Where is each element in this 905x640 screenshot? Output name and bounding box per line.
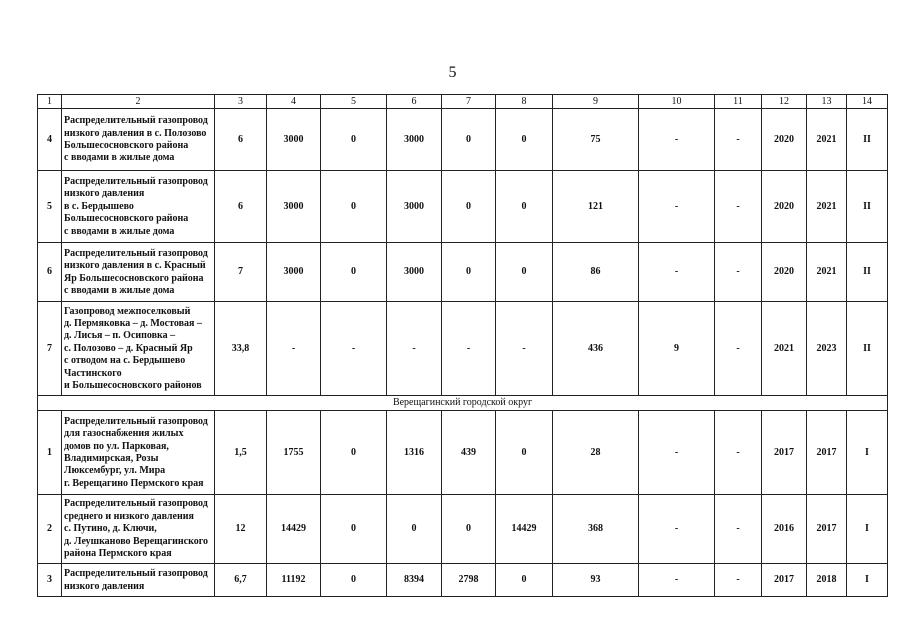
cell-start-year: 2020 xyxy=(762,243,807,302)
cell-row-number: 1 xyxy=(38,411,62,495)
cell-start-year: 2016 xyxy=(762,495,807,564)
cell-col-7: 0 xyxy=(442,495,496,564)
section-row xyxy=(38,396,888,411)
cell-col-10: - xyxy=(639,243,715,302)
header-cell: 10 xyxy=(639,95,715,109)
header-cell: 12 xyxy=(762,95,807,109)
cell-end-year: 2021 xyxy=(807,243,847,302)
cell-end-year: 2021 xyxy=(807,109,847,171)
cell-start-year: 2020 xyxy=(762,171,807,243)
cell-col-4: 3000 xyxy=(267,243,321,302)
header-cell: 2 xyxy=(62,95,215,109)
cell-object-name: Распределительный газопровод низкого давления в с. Бердышево Большесосновского района с вводами в жилые дома xyxy=(62,171,215,243)
cell-col-6: 8394 xyxy=(387,564,442,597)
data-table xyxy=(37,94,888,597)
cell-col-9: 93 xyxy=(553,564,639,597)
table-row xyxy=(38,302,888,396)
cell-end-year: 2017 xyxy=(807,411,847,495)
header-cell: 5 xyxy=(321,95,387,109)
cell-end-year: 2021 xyxy=(807,171,847,243)
cell-col-8: 0 xyxy=(496,109,553,171)
cell-col-11: - xyxy=(715,171,762,243)
table-row xyxy=(38,243,888,302)
header-cell: 14 xyxy=(847,95,888,109)
cell-col-11: - xyxy=(715,495,762,564)
cell-length: 33,8 xyxy=(215,302,267,396)
cell-col-10: - xyxy=(639,171,715,243)
header-cell: 4 xyxy=(267,95,321,109)
table-row xyxy=(38,171,888,243)
cell-category: II xyxy=(847,171,888,243)
cell-length: 1,5 xyxy=(215,411,267,495)
cell-length: 12 xyxy=(215,495,267,564)
cell-col-5: 0 xyxy=(321,564,387,597)
cell-col-5: 0 xyxy=(321,109,387,171)
cell-object-name: Распределительный газопровод для газоснабжения жилых домов по ул. Парковая, Владимирская, Розы Люксембург, ул. Мира г. Верещагино Пермского края xyxy=(62,411,215,495)
cell-col-4: - xyxy=(267,302,321,396)
header-cell: 11 xyxy=(715,95,762,109)
cell-col-11: - xyxy=(715,109,762,171)
cell-col-5: - xyxy=(321,302,387,396)
cell-category: II xyxy=(847,243,888,302)
cell-category: I xyxy=(847,411,888,495)
cell-col-5: 0 xyxy=(321,495,387,564)
cell-end-year: 2023 xyxy=(807,302,847,396)
cell-row-number: 7 xyxy=(38,302,62,396)
header-cell: 8 xyxy=(496,95,553,109)
cell-end-year: 2018 xyxy=(807,564,847,597)
cell-col-10: - xyxy=(639,564,715,597)
cell-length: 6 xyxy=(215,109,267,171)
cell-col-4: 1755 xyxy=(267,411,321,495)
cell-col-5: 0 xyxy=(321,171,387,243)
cell-col-6: 3000 xyxy=(387,243,442,302)
table-row xyxy=(38,564,888,597)
header-cell: 6 xyxy=(387,95,442,109)
cell-start-year: 2017 xyxy=(762,564,807,597)
cell-col-7: 0 xyxy=(442,243,496,302)
cell-col-11: - xyxy=(715,411,762,495)
cell-end-year: 2017 xyxy=(807,495,847,564)
cell-col-4: 11192 xyxy=(267,564,321,597)
header-cell: 7 xyxy=(442,95,496,109)
cell-row-number: 6 xyxy=(38,243,62,302)
page-number: 5 xyxy=(448,64,457,81)
cell-object-name: Распределительный газопровод низкого давления в с. Полозово Большесосновского района с вводами в жилые дома xyxy=(62,109,215,171)
cell-row-number: 3 xyxy=(38,564,62,597)
cell-col-7: 439 xyxy=(442,411,496,495)
cell-col-11: - xyxy=(715,302,762,396)
cell-col-10: 9 xyxy=(639,302,715,396)
cell-col-8: 0 xyxy=(496,411,553,495)
cell-col-8: 14429 xyxy=(496,495,553,564)
cell-col-7: 2798 xyxy=(442,564,496,597)
cell-col-8: 0 xyxy=(496,243,553,302)
cell-col-4: 14429 xyxy=(267,495,321,564)
header-cell: 13 xyxy=(807,95,847,109)
table-row xyxy=(38,411,888,495)
cell-row-number: 2 xyxy=(38,495,62,564)
table-row xyxy=(38,495,888,564)
cell-col-8: 0 xyxy=(496,564,553,597)
cell-object-name: Распределительный газопровод низкого давления в с. Красный Яр Большесосновского района с вводами в жилые дома xyxy=(62,243,215,302)
header-row xyxy=(38,95,888,109)
cell-object-name: Газопровод межпоселковый д. Пермяковка – д. Мостовая – д. Лисья – п. Осиповка – с. Полозово – д. Красный Яр с отводом на с. Бердышево Частинского и Большесосновского районов xyxy=(62,302,215,396)
table-row xyxy=(38,109,888,171)
cell-col-9: 75 xyxy=(553,109,639,171)
cell-length: 6,7 xyxy=(215,564,267,597)
cell-col-7: 0 xyxy=(442,109,496,171)
header-cell: 3 xyxy=(215,95,267,109)
cell-col-9: 121 xyxy=(553,171,639,243)
cell-col-6: 1316 xyxy=(387,411,442,495)
cell-category: I xyxy=(847,495,888,564)
cell-col-8: - xyxy=(496,302,553,396)
cell-length: 7 xyxy=(215,243,267,302)
cell-col-6: - xyxy=(387,302,442,396)
cell-col-9: 368 xyxy=(553,495,639,564)
section-title: Верещагинский городской округ xyxy=(38,396,888,411)
cell-col-6: 0 xyxy=(387,495,442,564)
cell-col-10: - xyxy=(639,411,715,495)
cell-col-4: 3000 xyxy=(267,171,321,243)
cell-start-year: 2021 xyxy=(762,302,807,396)
cell-col-11: - xyxy=(715,243,762,302)
cell-col-7: 0 xyxy=(442,171,496,243)
header-cell: 9 xyxy=(553,95,639,109)
cell-col-9: 86 xyxy=(553,243,639,302)
cell-col-11: - xyxy=(715,564,762,597)
cell-col-9: 436 xyxy=(553,302,639,396)
cell-col-9: 28 xyxy=(553,411,639,495)
cell-category: I xyxy=(847,564,888,597)
cell-col-10: - xyxy=(639,495,715,564)
cell-object-name: Распределительный газопровод среднего и низкого давления с. Путино, д. Ключи, д. Леушканово Верещагинского района Пермского края xyxy=(62,495,215,564)
cell-category: II xyxy=(847,109,888,171)
cell-col-8: 0 xyxy=(496,171,553,243)
header-cell: 1 xyxy=(38,95,62,109)
cell-col-6: 3000 xyxy=(387,171,442,243)
cell-col-5: 0 xyxy=(321,243,387,302)
cell-col-4: 3000 xyxy=(267,109,321,171)
cell-col-7: - xyxy=(442,302,496,396)
cell-category: II xyxy=(847,302,888,396)
cell-row-number: 5 xyxy=(38,171,62,243)
cell-object-name: Распределительный газопровод низкого давления xyxy=(62,564,215,597)
cell-col-5: 0 xyxy=(321,411,387,495)
cell-length: 6 xyxy=(215,171,267,243)
cell-start-year: 2017 xyxy=(762,411,807,495)
cell-col-6: 3000 xyxy=(387,109,442,171)
cell-start-year: 2020 xyxy=(762,109,807,171)
cell-row-number: 4 xyxy=(38,109,62,171)
cell-col-10: - xyxy=(639,109,715,171)
